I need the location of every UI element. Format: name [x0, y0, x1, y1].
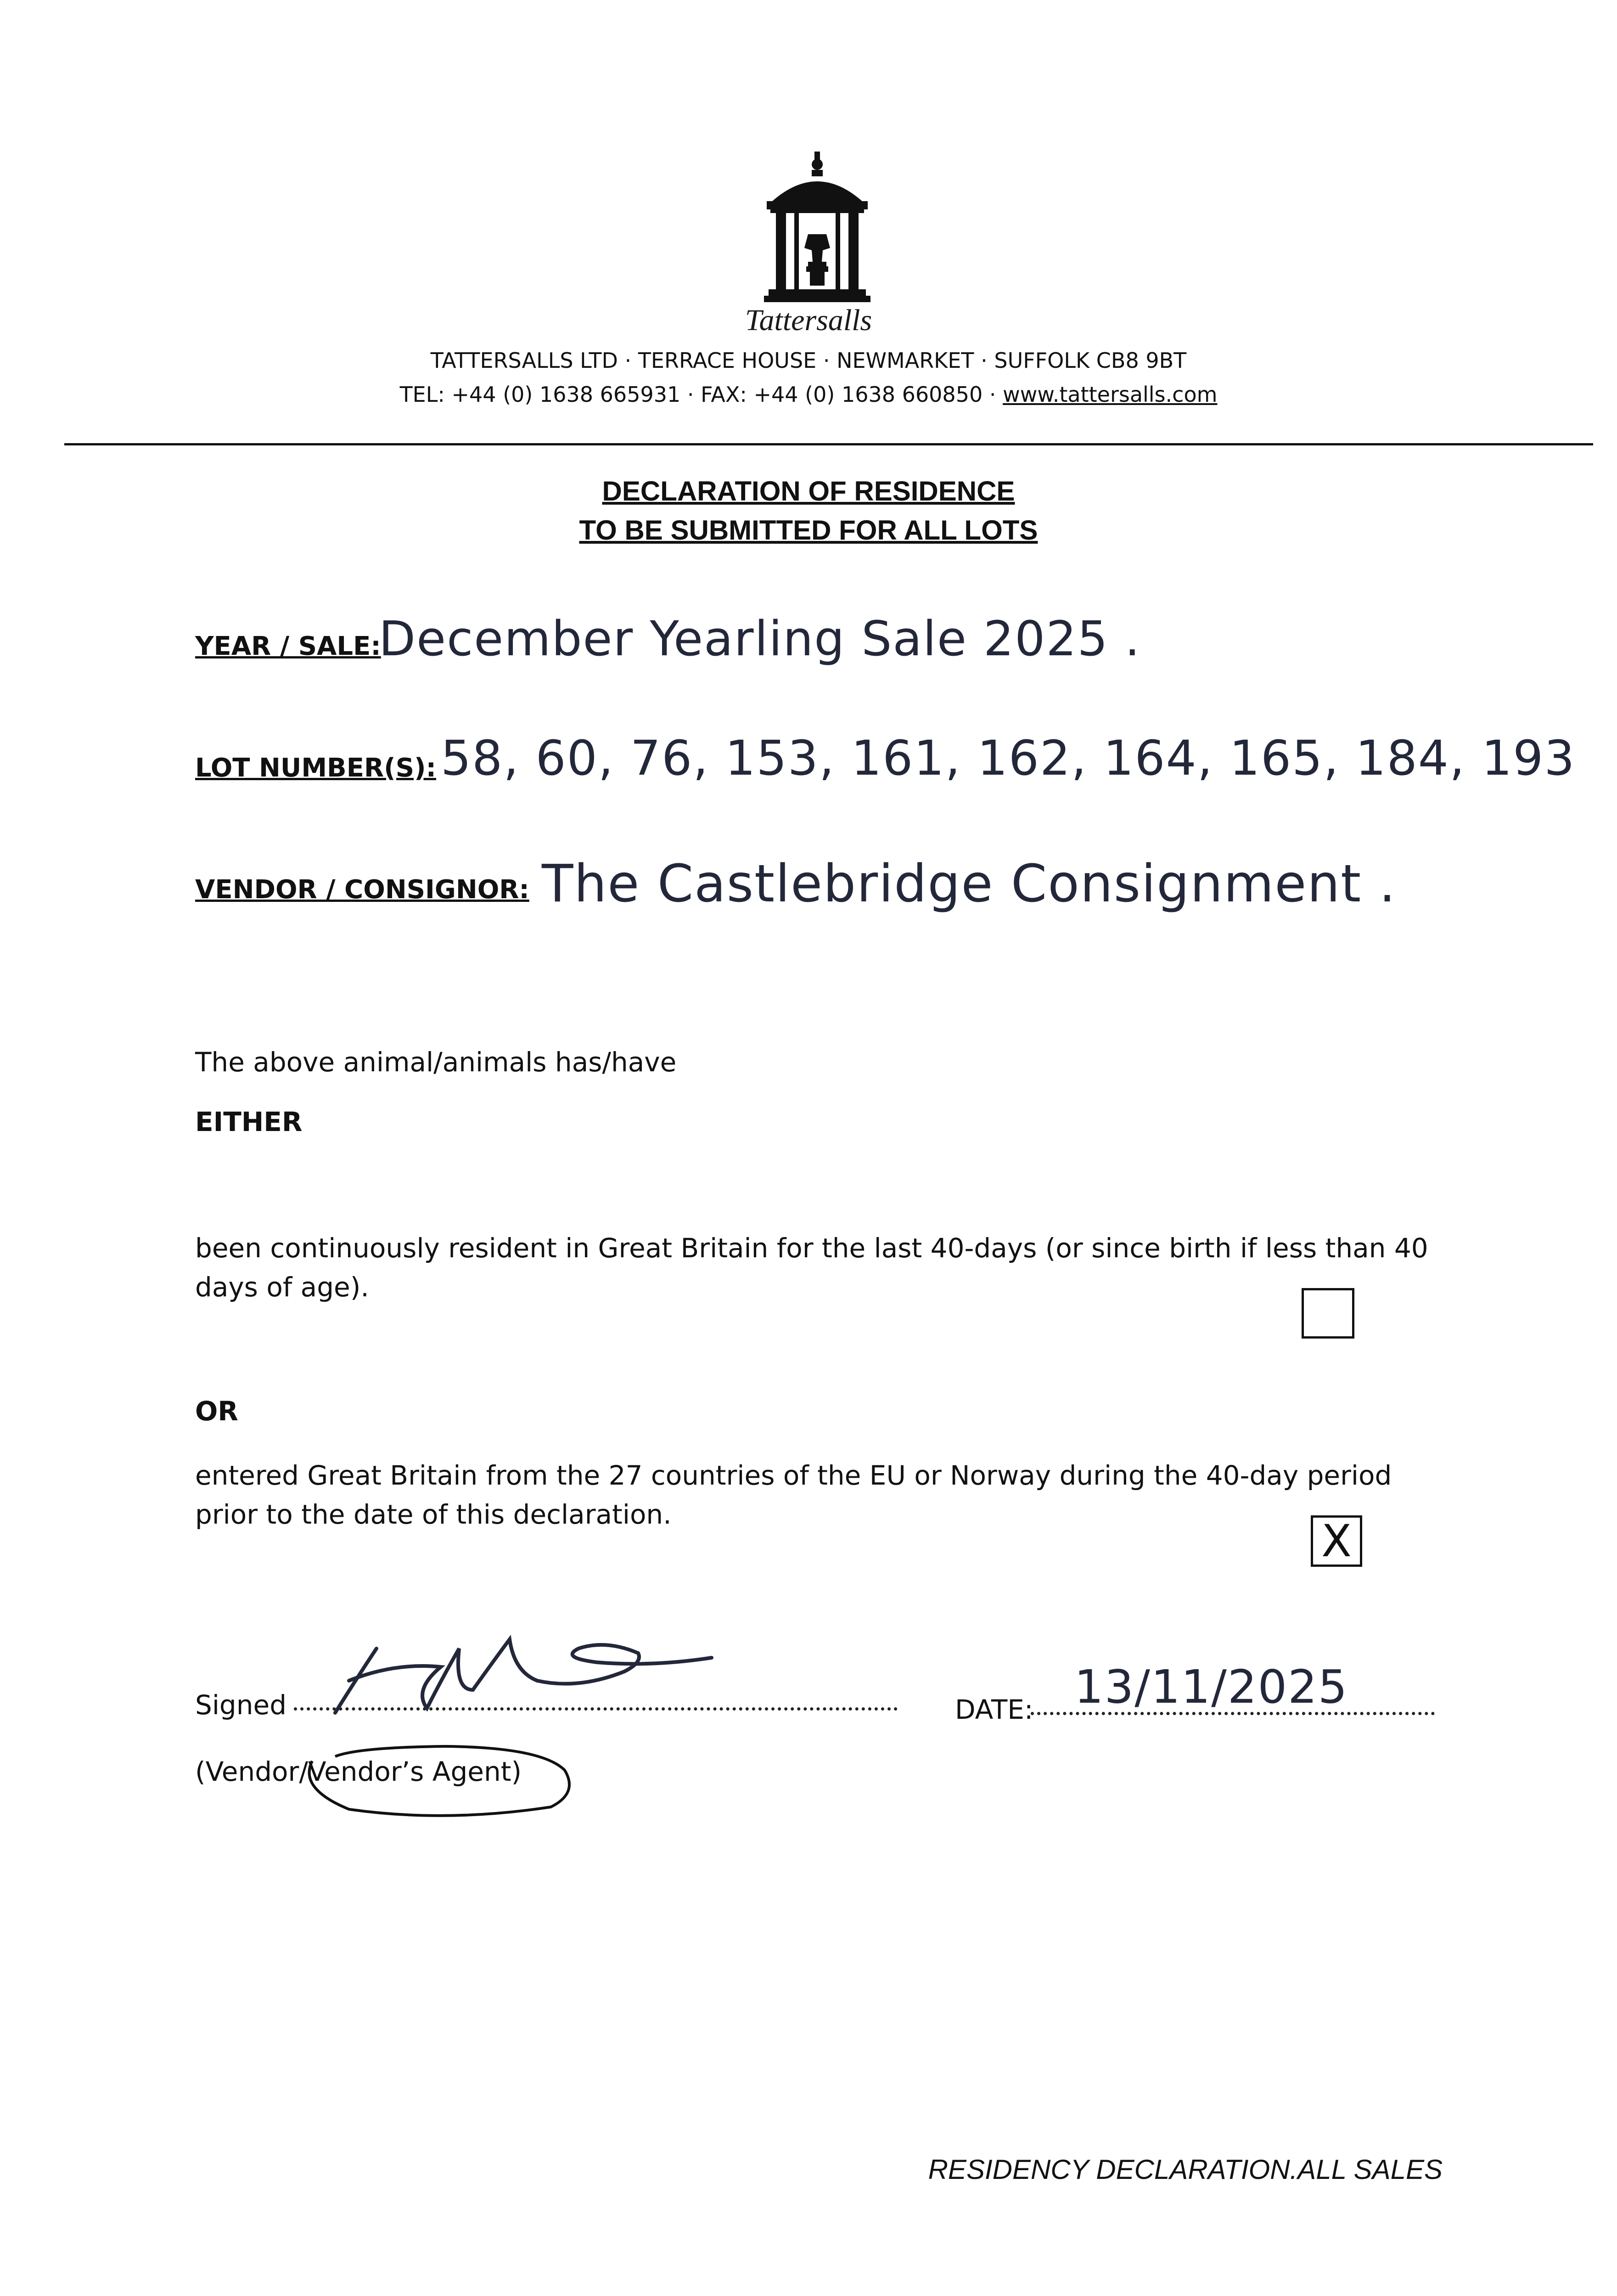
- either-label: EITHER: [195, 1106, 303, 1137]
- signature-mark-icon: [321, 1621, 735, 1727]
- option2-checkbox[interactable]: [1311, 1515, 1362, 1567]
- option1-checkbox[interactable]: [1302, 1288, 1354, 1339]
- option1-line1: been continuously resident in Great Britain for the last 40-days (or since birth if less than 40: [195, 1232, 1428, 1264]
- vendor-label: VENDOR / CONSIGNOR:: [195, 875, 529, 905]
- document-title: DECLARATION OF RESIDENCE: [602, 476, 1015, 506]
- or-label: OR: [195, 1396, 238, 1427]
- role-circle-icon: [294, 1733, 578, 1821]
- option2-line1: entered Great Britain from the 27 countries of the EU or Norway during the 40-day period: [195, 1460, 1392, 1491]
- tattersalls-logo-icon: [762, 152, 872, 308]
- document-subtitle: TO BE SUBMITTED FOR ALL LOTS: [579, 515, 1038, 546]
- option1-line2: days of age).: [195, 1272, 369, 1303]
- signer-role: (Vendor/Vendor’s Agent): [195, 1756, 522, 1787]
- footer-text: RESIDENCY DECLARATION.ALL SALES: [928, 2154, 1443, 2185]
- brand-name: Tattersalls: [745, 304, 872, 337]
- year-sale-label: YEAR / SALE:: [195, 631, 381, 661]
- address-line: TATTERSALLS LTD · TERRACE HOUSE · NEWMARKET · SUFFOLK CB8 9BT: [430, 348, 1187, 373]
- vendor-value: The Castlebridge Consignment .: [542, 854, 1397, 914]
- option2-line2: prior to the date of this declaration.: [195, 1499, 672, 1530]
- date-value: 13/11/2025: [1074, 1660, 1348, 1714]
- option2-check-mark: X: [1321, 1515, 1352, 1567]
- year-sale-value: December Yearling Sale 2025 .: [379, 611, 1141, 667]
- website-link[interactable]: www.tattersalls.com: [1003, 382, 1218, 407]
- contact-numbers: TEL: +44 (0) 1638 665931 · FAX: +44 (0) 1638 660850 ·: [399, 382, 1003, 407]
- date-label: DATE:: [955, 1694, 1033, 1725]
- lot-numbers-value: 58, 60, 76, 153, 161, 162, 164, 165, 184, 193: [441, 730, 1576, 786]
- signed-label: Signed: [195, 1689, 287, 1721]
- intro-text: The above animal/animals has/have: [195, 1047, 677, 1078]
- header-divider: [64, 443, 1593, 445]
- contact-line: [0, 382, 1617, 407]
- lot-numbers-label: LOT NUMBER(S):: [195, 753, 437, 783]
